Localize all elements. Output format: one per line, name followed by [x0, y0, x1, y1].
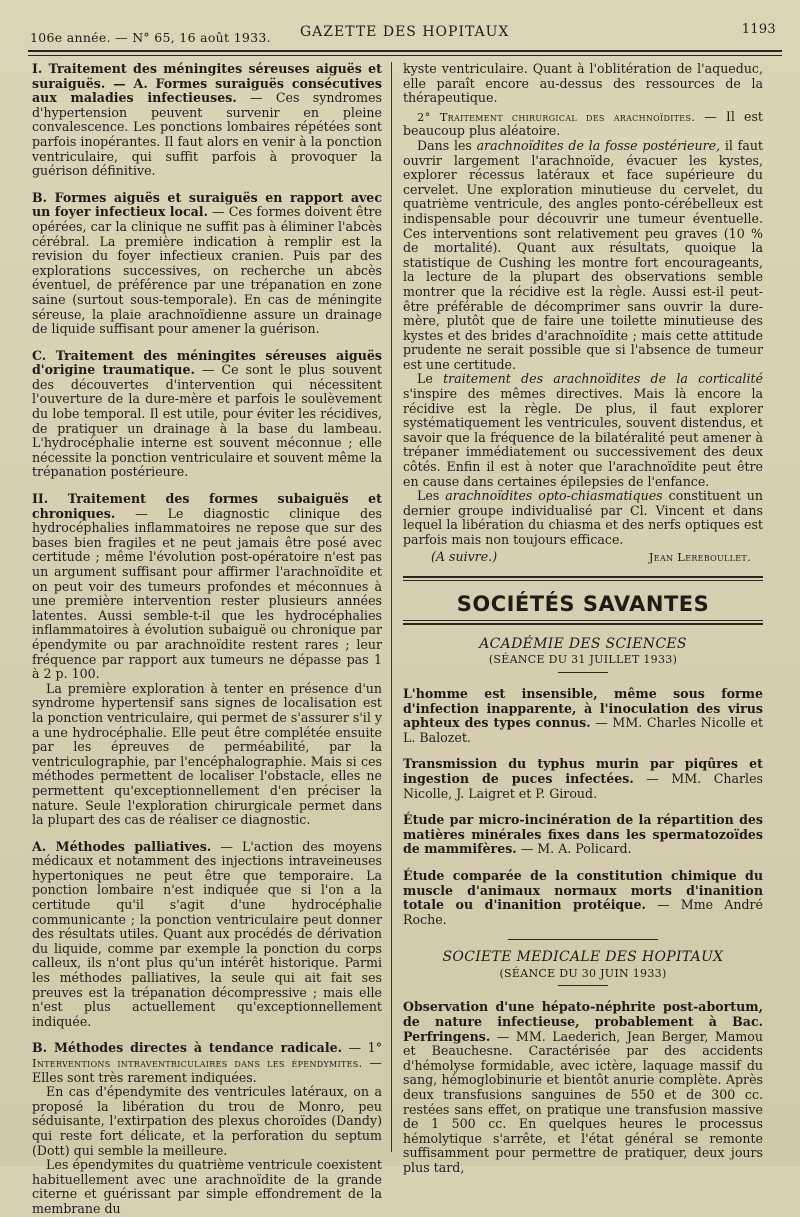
header-rule-thick	[28, 50, 782, 52]
paragraph-text: — Ces syndromes d'hypertension peuvent survenir en pleine convalescence. Les ponctions lombaires répétées sont parfois inopérantes. Il faut alors en venir à la ponction ventriculaire, qui suffit parfois à provoquer la guérison définitive.	[32, 90, 382, 179]
section-rule-thick	[403, 623, 763, 625]
section-heading: II. Traitement des formes subaiguës et chroniques.	[32, 491, 382, 521]
paragraph	[403, 139, 763, 373]
paragraph-text: — Le diagnostic clinique des hydrocéphalies inflammatoires ne repose que sur des bases bien fragiles et ne peut jamais être posé avec certitude ; même l'évolution post-opératoire n'est pas un argument suffisant pour affirmer l'arachnoïdite et on peut voir des tumeurs profondes et méconnues à une première intervention rester plusieurs années latentes. Aussi semble-t-il que les hydrocéphalies inflammatoires à évolution subaiguë ou chronique par épendymite ou par arachnoïdite restent rares ; leur fréquence par rapport aux tumeurs ne dépasse pas 1 à 2 p. 100.	[32, 505, 382, 682]
communication-entry	[403, 1000, 763, 1175]
communication-title: L'homme est insensible, même sous forme d'infection inapparente, à l'inoculation des virus aphteux des types connus.	[403, 685, 763, 731]
communication-body: — MM. Laederich, Jean Berger, Mamou et Beauchesne. Caractérisée par des accidents d'hémolyse formidable, avec ictère, laquage massif du sang, hémoglobinurie et bientôt anurie complète. Après deux transfusions sanguines de 550 et de 300 cc. restées sans effet, on pratique une transfusion massive de 1 500 cc. En quelques heures le processus hémolytique s'arrête, et l'état général se remonte suffisamment pour permettre de pratiquer, deux jours plus tard,	[403, 1028, 763, 1175]
section-banner: SOCIÉTÉS SAVANTES	[456, 592, 710, 617]
section-rule-thin	[403, 580, 763, 581]
section-heading: B. Méthodes directes à tendance radicale.	[32, 1040, 343, 1056]
paragraph-text: il faut ouvrir largement l'arachnoïde, évacuer les kystes, explorer récessus latéraux et face supérieure du cervelet. Une exploration minutieuse du cervelet, du quatrième ventricule, des angles ponto-cérébelleux est indispensable pour découvrir une tumeur éventuelle. Ces interventions sont relativement peu graves (10 % de mortalité). Quant aux résultats, quoique la statistique de Cushing les montre fort encourageants, la lecture de la plupart des observations semble montrer que la récidive est la règle. Aussi est-il peut-être préférable de décomprimer sans ouvrir la dure-mère, plutôt que de faire une toilette minutieuse des kystes et des brides d'arachnoïdite ; mais cette attitude prudente ne serait possible que si l'absence de tumeur est une certitude.	[403, 137, 763, 372]
communication-title: Transmission du typhus murin par piqûres et ingestion de puces infectées.	[403, 756, 763, 786]
paragraph-text: — 1°	[342, 1040, 382, 1056]
article-signature	[403, 550, 763, 565]
section-1b	[32, 191, 382, 337]
session-date: (SÉANCE DU 30 JUIN 1933)	[499, 966, 667, 980]
paragraph-text: — Ces formes doivent être opérées, car la clinique ne suffit pas à éliminer l'abcès cérébral. La première indication à remplir est la revision du foyer infectieux cranien. Puis par des explorations successives, on recherche un abcès éventuel, de préférence par une trépanation en zone saine (surtout sous-temporale). En cas de méningite séreuse, la plaie arachnoïdienne assure un drainage de liquide suffisant pour amener la guérison.	[32, 204, 383, 337]
section-heading: C. Traitement des méningites séreuses aiguës d'origine traumatique.	[32, 347, 382, 378]
paragraph-text: s'inspire des mêmes directives. Mais là encore la récidive est la règle. De plus, il faut explorer systématiquement les ventricules, souvent distendus, et savoir que la fréquence de la bilatéralité peut amener à trépaner immédiatement ou successivement des deux côtés. Enfin il est à noter que l'arachnoïdite peut être en cause dans certaines épilepsies de l'enfance.	[403, 386, 763, 489]
section-2a	[32, 840, 382, 1030]
section-heading: I. Traitement des méningites séreuses aiguës et suraiguës. — A. Formes suraiguës consécutives aux maladies infectieuses.	[32, 61, 382, 106]
communication-title: Étude comparée de la constitution chimique du muscle d'animaux normaux morts d'inanition totale ou d'inanition protéique.	[403, 867, 763, 913]
emphasis: arachnoïdites de la fosse postérieure,	[476, 137, 721, 153]
communication-authors: — Mme André Roche.	[403, 897, 764, 927]
paragraph: En cas d'épendymite des ventricules latéraux, on a proposé la libération du trou de Monro, peu séduisante, l'extirpation des plexus choroïdes (Dandy) qui reste fort délicate, et la perforation du septum (Dott) qui semble la meilleure.	[32, 1084, 382, 1158]
section-2b	[32, 1041, 382, 1085]
left-column	[32, 62, 382, 1217]
short-rule	[558, 985, 608, 986]
paragraph-text: Dans les	[417, 137, 477, 153]
session-date: (SÉANCE DU 31 JUILLET 1933)	[488, 653, 678, 667]
communication-entry	[403, 687, 763, 745]
author-name: Jean Lereboullet.	[648, 549, 751, 564]
paragraph: kyste ventriculaire. Quant à l'oblitération de l'aqueduc, elle paraît encore au-dessus des ressources de la thérapeutique.	[403, 61, 763, 106]
section-rule-thin	[403, 620, 763, 621]
section-2	[32, 492, 382, 682]
paragraph-text: constituent un dernier groupe individualisé par Cl. Vincent et dans lequel la libération du chiasma et des nerfs optiques est parfois mais non toujours efficace.	[403, 488, 763, 547]
section-heading: B. Formes aiguës et suraiguës en rapport avec un foyer infectieux local.	[32, 189, 382, 220]
communication-entry	[403, 757, 763, 801]
society-name: ACADÉMIE DES SCIENCES	[479, 635, 687, 652]
section-1c	[32, 349, 382, 480]
issue-info: 106e année. — N° 65, 16 août 1933.	[30, 30, 271, 45]
page-number: 1193	[741, 22, 776, 37]
emphasis: traitement des arachnoïdites de la corticalité	[443, 371, 764, 387]
communication-entry	[403, 813, 763, 857]
communication-entry	[403, 869, 763, 927]
subsection-heading: 2° Traitement chirurgical des arachnoïdites.	[417, 109, 696, 124]
paragraph	[403, 372, 763, 489]
right-column	[403, 62, 763, 1188]
paragraph: La première exploration à tenter en présence d'un syndrome hypertensif sans signes de localisation est la ponction ventriculaire, qui permet de s'assurer s'il y a une hydrocéphalie. Elle peut être complétée ensuite par les épreuves de perméabilité, par la ventriculographie, par l'encéphalographie. Mais si ces méthodes permettent de localiser l'obstacle, elles ne permettent qu'exceptionnellement d'en préciser la nature. Seule l'exploration chirurgicale permet dans la plupart des cas de réaliser ce diagnostic.	[32, 680, 382, 828]
emphasis: arachnoïdites opto-chiasmatiques	[445, 488, 663, 504]
section-rule-thick	[403, 576, 763, 578]
to-be-continued: (A suivre.)	[431, 548, 498, 564]
communication-authors: — MM. Charles Nicolle et L. Balozet.	[403, 715, 764, 745]
section-rule	[508, 939, 658, 940]
section-2-2	[403, 110, 763, 139]
paragraph	[403, 489, 763, 547]
communication-authors: — M. A. Policard.	[516, 841, 632, 857]
paragraph-text: — Il est beaucoup plus aléatoire.	[403, 108, 763, 139]
paragraph-text: — L'action des moyens médicaux et notamment des injections intraveineuses hypertoniques ne peut être que temporaire. La ponction lombaire n'est indiquée que si l'on a la certitude qu'il s'agit d'une hydrocéphalie communicante ; la ponction ventriculaire peut donner des résultats utiles. Quant aux procédés de dérivation du liquide, comme par exemple la ponction du corps calleux, ils n'ont plus qu'un intérêt historique. Parmi les méthodes palliatives, la seule qui ait fait ses preuves est la trépanation décompressive ; mais elle n'est plus actuellement qu'exceptionnellement indiquée.	[32, 838, 383, 1029]
society-name: SOCIETE MEDICALE DES HOPITAUX	[442, 949, 724, 966]
column-divider	[391, 62, 392, 1152]
paragraph-text: Les	[417, 488, 446, 504]
communication-authors: — MM. Charles Nicolle, J. Laigret et P. Giroud.	[403, 770, 763, 801]
communication-title: Observation d'une hépato-néphrite post-abortum, de nature infectieuse, probablement à Bac. Perfringens.	[403, 999, 763, 1044]
page-header	[30, 22, 780, 46]
paragraph-text: — Ce sont le plus souvent des découvertes d'intervention qui nécessitent l'ouverture de la dure-mère et parfois le soulèvement du lobe temporal. Il est utile, pour éviter les récidives, de pratiquer un drainage à la base du lambeau. L'hydrocéphalie interne est souvent méconnue ; elle nécessite la ponction ventriculaire et souvent même la trépanation postérieure.	[32, 362, 382, 480]
communication-title: Étude par micro-incinération de la répartition des matières minérales fixes dans les spermatozoïdes de mammifères.	[403, 812, 763, 857]
paragraph-text: Le	[417, 371, 444, 387]
section-1a	[32, 62, 382, 179]
subsection-heading: Interventions intraventriculaires dans les épendymites.	[32, 1056, 363, 1070]
journal-title: GAZETTE DES HOPITAUX	[300, 24, 510, 40]
short-rule	[558, 672, 608, 673]
section-heading: A. Méthodes palliatives.	[32, 838, 212, 854]
header-rule-thin	[28, 55, 782, 56]
paragraph: Les épendymites du quatrième ventricule coexistent habituellement avec une arachnoïdite de la grande citerne et guérissant par simple effondrement de la membrane du	[32, 1157, 382, 1216]
paragraph-text: — Elles sont très rarement indiquées.	[32, 1055, 382, 1085]
